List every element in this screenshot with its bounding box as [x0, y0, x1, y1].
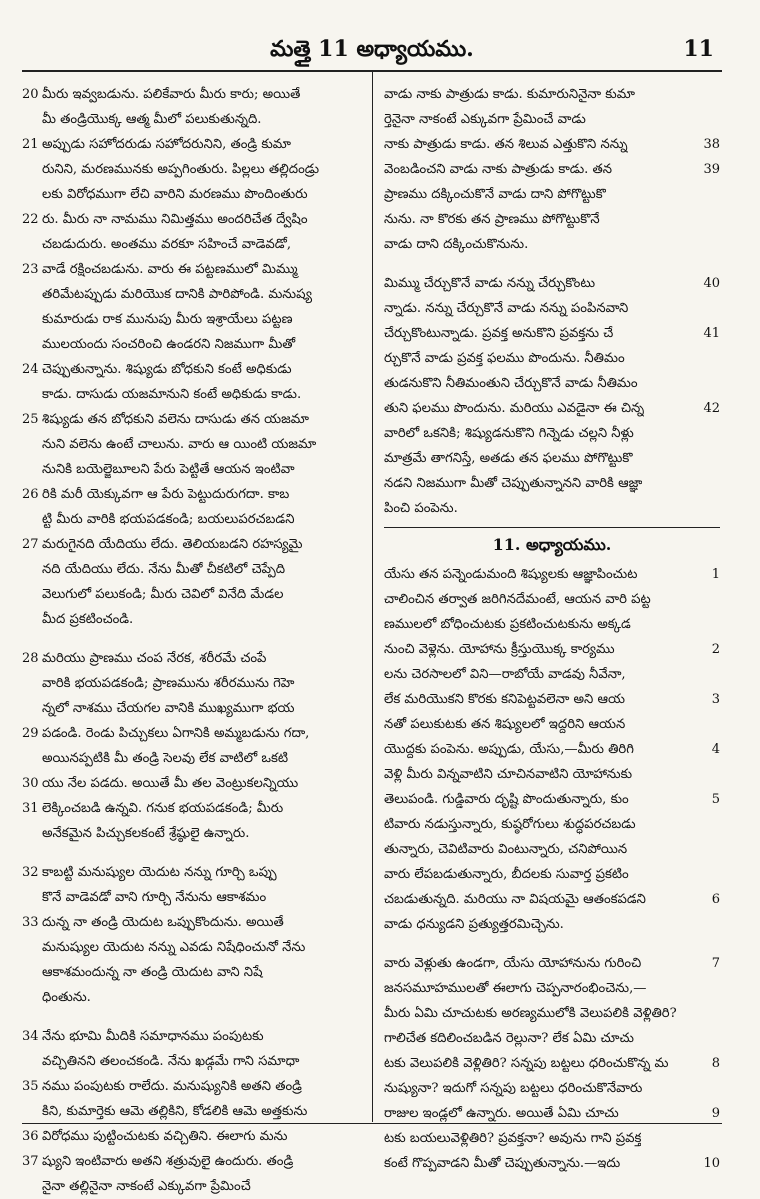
verse-text: గాలిచేత కదిలించబడిన రెల్లునా? లేక ఏమి చూచు: [384, 1031, 634, 1046]
verse-text: చేర్చుకొంటున్నాడు. ప్రవక్త అనుకొని ప్రవక్తను చే: [384, 326, 614, 341]
text-line: [384, 1126, 720, 1151]
verse-text: లను చెరసాలలో విని—రాబోయే వాడవు నీవేనా,: [384, 667, 626, 682]
text-line: [22, 357, 362, 382]
verse-text: వెలుగులో పలుకండి; మీరు చెవిలో వినేది మేడల: [42, 587, 284, 602]
right-column: [384, 82, 720, 1176]
text-line: [384, 421, 720, 446]
verse-text: ర్చుకొనే వాడు ప్రవక్త ఫలము పొందును. నీతిమం: [384, 351, 625, 366]
verse-text: నది యేదియు లేదు. నేను మీతో చీకటిలో చెప్పేది: [42, 562, 286, 577]
verse-text: కిని, కుమార్తెకు ఆమె తల్లికిని, కోడలికి ఆమె అత్తకును: [42, 1104, 308, 1119]
verse-text: ర్తెనైనా నాకంటే ఎక్కువగా ప్రేమించే వాడు: [384, 112, 586, 127]
text-line: [22, 257, 362, 282]
text-line: [22, 1149, 362, 1174]
verse-number: 7: [711, 956, 720, 971]
verse-number: 10: [703, 1156, 720, 1171]
text-line: [22, 860, 362, 885]
verse-number: 35: [22, 1079, 39, 1094]
left-column: [22, 82, 362, 1199]
page-title: మత్తై 11 అధ్యాయము.: [270, 36, 474, 62]
verse-text: అప్పుడు సహోదరుడు సహోదరునిని, తండ్రి కుమా: [42, 137, 291, 152]
verse-number: 30: [22, 776, 39, 791]
verse-text: న్నాడు. నన్ను చేర్చుకొనే వాడు నన్ను పంపినవాని: [384, 301, 629, 316]
text-line: [22, 182, 362, 207]
verse-number: 37: [22, 1154, 39, 1169]
text-line: [22, 407, 362, 432]
verse-text: పడండి. రెండు పిచ్చుకలు ఏగానికి అమ్మబడును గదా,: [42, 726, 310, 741]
verse-text: వచ్చితినని తలంచకండి. నేను ఖడ్గమే గాని సమాధా: [42, 1054, 300, 1069]
verse-text: పించి పంపెను.: [384, 501, 458, 516]
text-line: [384, 296, 720, 321]
verse-text: టకు వెలుపలికి వెళ్లితిరి? సన్నపు బట్టలు ధరించుకొన్న మ: [384, 1056, 669, 1071]
verse-text: ఆకాశమందున్న నా తండ్రి యెదుట వాని నిషే: [42, 965, 263, 980]
verse-number: 34: [22, 1029, 39, 1044]
verse-text: వాడు నాకు పాత్రుడు కాడు. కుమారునినైనా కుమా: [384, 87, 635, 102]
text-line: [22, 821, 362, 846]
text-line: [22, 157, 362, 182]
text-line: [22, 671, 362, 696]
text-line: [22, 1099, 362, 1124]
verse-text: మీరు ఇవ్వబడును. పలికేవారు మీరు కారు; అయితే: [42, 87, 301, 102]
verse-text: తుడనుకొని నీతిమంతుని చేర్చుకొనే వాడు నీతిమం: [384, 376, 638, 391]
verse-text: నుష్యునా? ఇదుగో సన్నపు బట్టలు ధరించుకొనేవారు: [384, 1081, 643, 1096]
verse-text: వారు వెళ్లుతు ఉండగా, యేసు యోహానును గురించి: [384, 956, 642, 971]
verse-number: 32: [22, 865, 39, 880]
verse-text: టివారు నడుస్తున్నారు, కుష్ఠరోగులు శుద్ధపరచబడు: [384, 817, 636, 832]
verse-text: శిష్యుడు తన బోధకుని వలెను దాసుడు తన యజమా: [42, 412, 309, 427]
text-line: [22, 207, 362, 232]
text-line: [22, 132, 362, 157]
verse-text: అయినప్పటికి మీ తండ్రి సెలవు లేక వాటిలో ఒకటి: [42, 751, 289, 766]
text-line: [22, 1174, 362, 1199]
verse-text: వాడు ధన్యుడని ప్రత్యుత్తరమిచ్చెను.: [384, 917, 564, 932]
bottom-rule: [22, 1123, 722, 1124]
text-line: [384, 346, 720, 371]
verse-text: మరుగైనది యేదియు లేదు. తెలియబడని రహస్యమై: [42, 537, 303, 552]
text-line: [22, 457, 362, 482]
paragraph-gap: [384, 937, 720, 951]
verse-text: దున్న నా తండ్రి యెదుట ఒప్పుకొందును. అయితే: [42, 915, 284, 930]
text-line: [22, 107, 362, 132]
text-line: [22, 646, 362, 671]
verse-text: లేక మరియొకని కొరకు కనిపెట్టవలెనా అని ఆయ: [384, 692, 625, 707]
text-line: [384, 471, 720, 496]
verse-text: రాజుల ఇండ్లలో ఉన్నారు. అయితే ఏమి చూచు: [384, 1106, 619, 1121]
paragraph-gap: [384, 257, 720, 271]
text-line: [22, 307, 362, 332]
verse-text: ట్టి మీరు వారికి భయపడకండి; బయలుపరచబడని: [42, 512, 295, 527]
verse-number: 21: [22, 137, 39, 152]
column-divider: [372, 72, 373, 1122]
verse-text: చాలించిన తర్వాత జరిగినదేమంటే, ఆయన వారి పట్ట: [384, 592, 651, 607]
text-line: [384, 371, 720, 396]
verse-number: 6: [711, 892, 720, 907]
text-line: [384, 687, 720, 712]
text-line: [22, 507, 362, 532]
text-line: [384, 562, 720, 587]
text-line: [22, 771, 362, 796]
verse-text: మరియు ప్రాణము చంప నేరక, శరీరమే చంపే: [42, 651, 267, 666]
verse-text: తరిమేటప్పుడు మరియొక దానికి పారిపోండి. మనుష్య: [42, 287, 312, 302]
verse-text: మీ తండ్రియొక్క ఆత్మ మీలో పలుకుతున్నది.: [42, 112, 262, 127]
verse-text: లెక్కించబడి ఉన్నవి. గనుక భయపడకండి; మీరు: [42, 801, 284, 816]
verse-text: కుమారుడు రాక మునుపు మీరు ఇశ్రాయేలు పట్టణ: [42, 312, 293, 327]
verse-number: 39: [703, 162, 720, 177]
text-line: [22, 746, 362, 771]
verse-text: జనసమూహములతో ఈలాగు చెప్పనారంభించెను,—: [384, 981, 647, 996]
verse-number: 24: [22, 362, 39, 377]
verse-text: న్నలో నాశము చేయగల వానికి ముఖ్యముగా భయ: [42, 701, 295, 716]
text-line: [384, 587, 720, 612]
text-line: [22, 1074, 362, 1099]
text-line: [22, 721, 362, 746]
text-line: [384, 612, 720, 637]
text-line: [384, 976, 720, 1001]
verse-number: 29: [22, 726, 39, 741]
verse-text: నడని నిజముగా మీతో చెప్పుతున్నానని వారికి ఆజ్ఞా: [384, 476, 643, 491]
verse-text: ములయందు సంచరించి ఉండరని నిజముగా మీతో: [42, 337, 296, 352]
text-line: [384, 1001, 720, 1026]
verse-text: మిమ్ము చేర్చుకొనే వాడు నన్ను చేర్చుకొంటు: [384, 276, 596, 291]
verse-text: నునికి బయెల్జెబూలని పేరు పెట్టితే ఆయన ఇంటివా: [42, 462, 295, 477]
text-line: [22, 1024, 362, 1049]
verse-number: 42: [703, 401, 720, 416]
text-line: [384, 712, 720, 737]
text-line: [22, 232, 362, 257]
text-line: [384, 1076, 720, 1101]
verse-number: 27: [22, 537, 39, 552]
text-line: [22, 582, 362, 607]
text-line: [22, 985, 362, 1010]
verse-number: 31: [22, 801, 39, 816]
paragraph-gap: [22, 846, 362, 860]
text-line: [384, 912, 720, 937]
text-line: [384, 762, 720, 787]
verse-number: 4: [711, 742, 720, 757]
verse-text: వారు లేపబడుతున్నారు, బీదలకు సువార్త ప్రకటిం: [384, 867, 629, 882]
text-line: [22, 935, 362, 960]
verse-text: నును. నా కొరకు తన ప్రాణము పోగొట్టుకొనే: [384, 212, 600, 227]
text-line: [384, 787, 720, 812]
verse-number: 41: [703, 326, 720, 341]
verse-number: 9: [711, 1106, 720, 1121]
text-line: [384, 837, 720, 862]
verse-text: రు. మీరు నా నామము నిమిత్తము అందరిచేత ద్వేషిం: [42, 212, 308, 227]
verse-text: తెలుపండి. గుడ్డివారు దృష్టి పొందుతున్నారు, కుం: [384, 792, 629, 807]
verse-number: 3: [711, 692, 720, 707]
text-line: [384, 157, 720, 182]
verse-number: 38: [703, 137, 720, 152]
verse-text: ష్యుని ఇంటివారు అతని శత్రువులై ఉందురు. తండ్రి: [42, 1154, 294, 1169]
verse-text: తుని ఫలము పొందును. మరియు ఎవడైనా ఈ చిన్న: [384, 401, 645, 416]
verse-number: 40: [703, 276, 720, 291]
paragraph-gap: [22, 1010, 362, 1024]
verse-text: నుంచి వెళ్లెను. యోహాను క్రీస్తుయొక్క కార్యము: [384, 642, 615, 657]
verse-number: 25: [22, 412, 39, 427]
verse-text: వాడు దాని దక్కించుకొనును.: [384, 237, 529, 252]
verse-number: 22: [22, 212, 39, 227]
text-line: [384, 107, 720, 132]
verse-text: అనేకమైన పిచ్చుకలకంటే శ్రేష్ఠులై ఉన్నారు.: [42, 826, 250, 841]
text-line: [384, 271, 720, 296]
verse-text: కాడు. దాసుడు యజమానుని కంటే అధికుడు కాడు.: [42, 387, 302, 402]
verse-text: యేసు తన పన్నెండుమంది శిష్యులకు ఆజ్ఞాపించుట: [384, 567, 638, 582]
verse-text: నాకు పాత్రుడు కాడు. తన శిలువ ఎత్తుకొని నన్ను: [384, 137, 628, 152]
text-line: [384, 1051, 720, 1076]
verse-number: 26: [22, 487, 39, 502]
verse-number: 33: [22, 915, 39, 930]
verse-number: 5: [711, 792, 720, 807]
text-line: [384, 862, 720, 887]
verse-number: 36: [22, 1129, 39, 1144]
verse-text: టకు బయలువెళ్లితిరి? ప్రవక్తనా? అవును గాని ప్రవక్త: [384, 1131, 642, 1146]
verse-text: తున్నారు, చెవిటివారు వింటున్నారు, చనిపోయిన: [384, 842, 628, 857]
text-line: [384, 1026, 720, 1051]
text-line: [384, 182, 720, 207]
text-line: [384, 637, 720, 662]
text-line: [384, 496, 720, 521]
text-line: [22, 960, 362, 985]
verse-text: కంటే గొప్పవాడని మీతో చెప్పుతున్నాను.—ఇదు: [384, 1156, 621, 1171]
verse-text: చబడుతున్నది. మరియు నా విషయమై ఆతంకపడని: [384, 892, 646, 907]
verse-text: చబడుదురు. అంతము వరకూ సహించే వాడెవడో,: [42, 237, 292, 252]
text-line: [384, 951, 720, 976]
verse-text: రికి మరీ యెక్కువగా ఆ పేరు పెట్టుదురుగదా. కాబ: [42, 487, 290, 502]
verse-text: కొనే వాడెవడో వాని గూర్చి నేనును ఆకాశమం: [42, 890, 267, 905]
page-header: [22, 30, 722, 72]
text-line: [384, 396, 720, 421]
text-line: [22, 557, 362, 582]
chapter-heading: 11. అధ్యాయము.: [384, 527, 720, 562]
paragraph-gap: [22, 632, 362, 646]
verse-text: విరోధము పుట్టించుటకు వచ్చితిని. ఈలాగు మను: [42, 1129, 288, 1144]
verse-number: 20: [22, 87, 39, 102]
text-line: [384, 321, 720, 346]
text-line: [22, 432, 362, 457]
verse-text: నేను భూమి మీదికి సమాధానము పంపుటకు: [42, 1029, 264, 1044]
text-line: [384, 82, 720, 107]
verse-text: వెంబడించని వాడు నాకు పాత్రుడు కాడు. తన: [384, 162, 613, 177]
verse-text: చెప్పుతున్నాను. శిష్యుడు బోధకుని కంటే అధికుడు: [42, 362, 292, 377]
text-line: [22, 532, 362, 557]
verse-text: యు నేల పడదు. అయితే మీ తల వెంట్రుకలన్నియు: [42, 776, 299, 791]
verse-text: నైనా తల్లినైనా నాకంటే ఎక్కువగా ప్రేమించే: [42, 1179, 251, 1194]
verse-text: మాత్రమే తాగనిస్తే, అతడు తన ఫలము పోగొట్టుకొ: [384, 451, 633, 466]
verse-text: లకు విరోధముగా లేచి వారిని మరణము పొందింతురు: [42, 187, 308, 202]
text-line: [22, 482, 362, 507]
verse-text: కాబట్టి మనుష్యుల యెదుట నన్ను గూర్చి ఒప్పు: [42, 865, 277, 880]
text-line: [22, 607, 362, 632]
text-line: [384, 1151, 720, 1176]
text-line: [22, 1124, 362, 1149]
verse-text: వారిలో ఒకనికి; శిష్యుడనుకొని గిన్నెడు చల్లని నీళ్లు: [384, 426, 634, 441]
text-line: [22, 332, 362, 357]
verse-text: మీద ప్రకటించండి.: [42, 612, 134, 627]
verse-number: 8: [711, 1056, 720, 1071]
verse-text: మనుష్యుల యెదుట నన్ను ఎవడు నిషేధించునో నేను: [42, 940, 306, 955]
text-line: [22, 796, 362, 821]
verse-text: వారికి భయపడకండి; ప్రాణమును శరీరమును గెహె: [42, 676, 295, 691]
text-line: [22, 82, 362, 107]
text-line: [22, 910, 362, 935]
verse-text: నుని వలెను ఉంటే చాలును. వారు ఆ యింటి యజమా: [42, 437, 317, 452]
text-line: [22, 282, 362, 307]
text-line: [384, 232, 720, 257]
text-line: [384, 207, 720, 232]
text-line: [384, 662, 720, 687]
verse-number: 1: [711, 567, 720, 582]
verse-text: నతో పలుకుటకు తన శిష్యులలో ఇద్దరిని ఆయన: [384, 717, 626, 732]
verse-text: వెళ్లి మీరు విన్నవాటిని చూచినవాటిని యోహానుకు: [384, 767, 633, 782]
verse-text: వాడే రక్షించబడును. వారు ఈ పట్టణములో మిమ్ము: [42, 262, 298, 277]
text-line: [22, 885, 362, 910]
verse-number: 23: [22, 262, 39, 277]
verse-number: 28: [22, 651, 39, 666]
text-line: [384, 446, 720, 471]
verse-text: యొద్దకు పంపెను. అప్పుడు, యేసు,—మీరు తిరిగి: [384, 742, 634, 757]
text-line: [22, 1049, 362, 1074]
text-line: [384, 812, 720, 837]
verse-number: 2: [711, 642, 720, 657]
verse-text: ప్రాణము దక్కించుకొనే వాడు దాని పోగొట్టుకొ: [384, 187, 606, 202]
verse-text: మీరు ఏమి చూచుటకు అరణ్యములోకి వెలుపలికి వెళ్లితిరి?: [384, 1006, 677, 1021]
text-line: [384, 737, 720, 762]
page-number: 11: [683, 36, 714, 62]
text-line: [384, 132, 720, 157]
text-line: [384, 887, 720, 912]
verse-text: ణములలో బోధించుటకు ప్రకటించుటకును అక్కడ: [384, 617, 631, 632]
verse-text: ధింతును.: [42, 990, 91, 1005]
verse-text: రునిని, మరణమునకు అప్పగింతురు. పిల్లలు తల్లిదండ్రు: [42, 162, 320, 177]
text-line: [22, 696, 362, 721]
verse-text: నము పంపుటకు రాలేదు. మనుష్యునికి అతని తండ్రి: [42, 1079, 302, 1094]
text-line: [22, 382, 362, 407]
